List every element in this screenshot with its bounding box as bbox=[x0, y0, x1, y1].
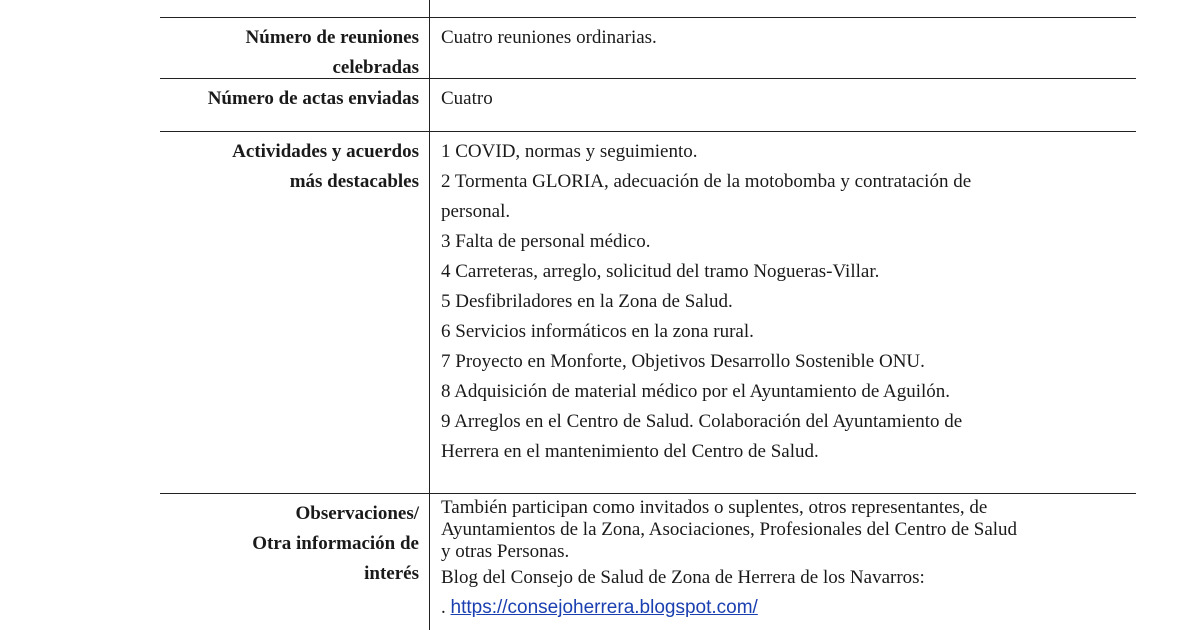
list-item: 7 Proyecto en Monforte, Objetivos Desarrollo Sostenible ONU. bbox=[441, 351, 925, 372]
activities-label: Actividades y acuerdos más destacables bbox=[232, 141, 419, 192]
list-item: 3 Falta de personal médico. bbox=[441, 231, 651, 252]
activities-list bbox=[441, 137, 1131, 467]
list-item: 1 COVID, normas y seguimiento. bbox=[441, 141, 698, 162]
list-item: Herrera en el mantenimiento del Centro de Salud. bbox=[441, 441, 819, 462]
table-rule-activities bbox=[160, 493, 1136, 494]
table-rule-minutes bbox=[160, 131, 1136, 132]
minutes-label: Número de actas enviadas bbox=[207, 88, 419, 109]
list-item: 4 Carreteras, arreglo, solicitud del tramo Nogueras-Villar. bbox=[441, 261, 880, 282]
observations-text: También participan como invitados o suplentes, otros representantes, de Ayuntamientos de la Zona, Asociaciones, Profesionales del Centro de Salud y otras Personas. Blog del Consejo de Salud de Zona de Herrera de los Navarros: . https://consejoherrera.blogspot.com/ bbox=[441, 497, 1131, 623]
list-item: 5 Desfibriladores en la Zona de Salud. bbox=[441, 291, 733, 312]
blog-link-line: . https://consejoherrera.blogspot.com/ bbox=[441, 597, 758, 618]
observations-label: Observaciones/ Otra información de interés bbox=[252, 503, 419, 584]
table-rule-top bbox=[160, 17, 1136, 18]
list-item: 9 Arreglos en el Centro de Salud. Colaboración del Ayuntamiento de bbox=[441, 411, 963, 432]
meetings-value: Cuatro reuniones ordinarias. bbox=[441, 27, 657, 48]
minutes-value: Cuatro bbox=[441, 88, 493, 109]
blog-link[interactable]: https://consejoherrera.blogspot.com/ bbox=[450, 597, 758, 618]
list-item: personal. bbox=[441, 201, 511, 222]
table-column-divider bbox=[429, 0, 430, 630]
list-item: 6 Servicios informáticos en la zona rural. bbox=[441, 321, 754, 342]
list-item: 2 Tormenta GLORIA, adecuación de la motobomba y contratación de bbox=[441, 171, 972, 192]
list-item: 8 Adquisición de material médico por el Ayuntamiento de Aguilón. bbox=[441, 381, 951, 402]
meetings-label: Número de reuniones celebradas bbox=[245, 27, 419, 78]
